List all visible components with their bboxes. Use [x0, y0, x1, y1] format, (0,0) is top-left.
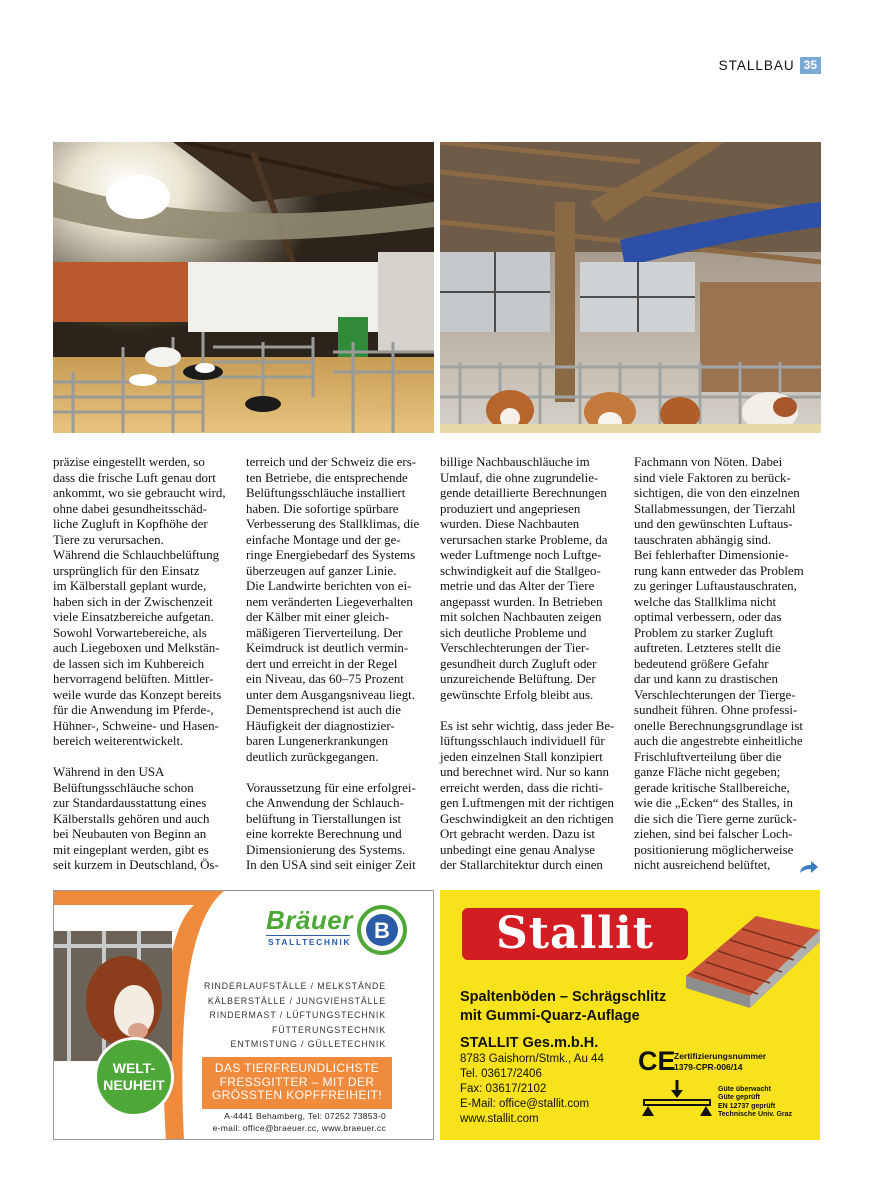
email[interactable]: E-Mail: office@stallit.com	[460, 1098, 590, 1110]
badge-line: WELT-	[112, 1060, 156, 1076]
service-item: FÜTTERUNGSTECHNIK	[271, 1024, 386, 1035]
fax: Fax: 03617/2102	[460, 1083, 547, 1095]
quality-line: EN 12737 geprüft	[718, 1102, 776, 1110]
article-column-2	[246, 455, 432, 874]
cert-number: 1379-CPR-006/14	[674, 1062, 743, 1072]
section-title: STALLBAU	[718, 58, 795, 73]
stallit-logo: Stallit	[462, 908, 688, 960]
phone: Tel. 03617/2406	[460, 1068, 542, 1080]
paragraph: Voraussetzung für eine erfolgrei- che Anwendung der Schlauch- belüftung in Tierstallungen ist eine korrekte Berechnung und Dimensionierung des Systems. In den USA sind seit einiger Zeit	[246, 780, 416, 872]
ad-braeuer[interactable]	[53, 890, 434, 1140]
paragraph: Fachmann von Nöten. Dabei sind viele Faktoren zu berück- sichtigen, die von den einzelnen Stallabmessungen, der Tierzahl und den gewünschten Luftaus- tauschraten abhängig sind. Bei fehlerhafter Dimensionie- rung kann entweder das Problem zu geringer Luftaustauschraten, welche das Stallklima nicht optimal verbessern, oder das Problem zu starker Zugluft auftreten. Letzteres stellt die bedeutend größere Gefahr dar und kann zu drastischen Verschlechterungen der Tierge- sundheit führen. Ohne professi- onelle Berechnungsgrundlage ist auch die angestrebte einheitliche Frischluftverteilung über die ganze Fläche nicht gegeben; gerade kritische Stallbereiche, wie die „Ecken“ des Stalles, in die sich die Tiere gerne zurück- ziehen, sind bei falscher Loch- positionierung möglicherweise nicht ausreichend belüftet,	[634, 455, 804, 872]
paragraph: billige Nachbauschläuche im Umlauf, die ohne zugrundelie- gende detaillierte Berechnungen produziert und angepriesen wurden. Diese Nachbauten verursachen starke Probleme, da weder Luftmenge noch Luftge- schwindigkeit auf die Stallgeo- metrie und das Alter der Tiere angepasst wurden. In Betrieben mit solchen Nachbauten zeigen sich deutliche Probleme und Verschlechterungen der Tier- gesundheit durch Zugluft oder unzureichende Belüftung. Der gewünschte Erfolg bleibt aus.	[440, 455, 608, 702]
page-header	[719, 57, 821, 74]
continue-arrow-icon	[799, 860, 819, 879]
quality-line: Technische Univ. Graz	[718, 1111, 793, 1119]
service-item: KÄLBERSTÄLLE / JUNGVIEHSTÄLLE	[207, 995, 386, 1006]
article-column-4	[634, 455, 820, 874]
service-item: RINDERMAST / LÜFTUNGSTECHNIK	[209, 1010, 386, 1020]
braeuer-subtitle: STALLTECHNIK	[268, 937, 352, 947]
service-item: RINDERLAUFSTÄLLE / MELKSTÄNDE	[203, 981, 386, 991]
stallit-company	[460, 1035, 598, 1051]
ce-mark-icon: CE	[638, 1046, 676, 1076]
article-column-3	[440, 455, 626, 874]
braeuer-badge-icon	[357, 905, 407, 960]
paragraph: terreich und der Schweiz die ers- ten Betriebe, die entsprechende Belüftungsschläuche installiert haben. Die sofortige spürbare Verbesserung des Stallklimas, die einfache Montage und der ge- ringe Energiebedarf des Systems überzeugen auf ganzer Linie. Die Landwirte berichten von ei- nem veränderten Liegeverhalten der Kälber mit einer gleich- mäßigeren Tierverteilung. Der Keimdruck ist deutlich vermin- dert und erreicht in der Regel ein Niveau, das 60–75 Prozent unter dem Ausgangsniveau liegt. Dementsprechend ist auch die Häufigkeit der diagnostizier- baren Lungenerkrankungen deutlich zurückgegangen.	[246, 455, 420, 764]
braeuer-contact	[213, 1111, 386, 1134]
paragraph: Während in den USA Belüftungsschläuche schon zur Standardausstattung eines Kälberstalls gehören und auch bei Neubauten von Beginn an mit eingeplant werden, gibt es seit kurzem in Deutschland, Ös-	[53, 765, 219, 872]
photo-calf-barn	[53, 142, 434, 433]
stallit-contact	[460, 1052, 604, 1127]
braeuer-logo: Bräuer	[266, 905, 353, 935]
certification	[674, 1051, 766, 1073]
braeuer-badge-letter: B	[374, 918, 390, 943]
badge-line: NEUHEIT	[103, 1077, 165, 1093]
website[interactable]: www.stallit.com	[460, 1113, 539, 1125]
cert-label: Zertifizierungsnummer	[674, 1051, 767, 1061]
company-name: STALLIT Ges.m.b.H.	[460, 1035, 599, 1051]
slatted-floor-icon	[686, 916, 820, 1008]
quality-line: Güte überwacht	[718, 1086, 771, 1093]
article-column-1	[53, 455, 239, 874]
stallit-headline	[460, 988, 666, 1026]
photo-cow-barn	[440, 142, 821, 433]
paragraph: präzise eingestellt werden, so dass die frische Luft genau dort ankommt, wo sie gebraucht wird, ohne dabei gesundheitsschäd- liche Zugluft in Kopfhöhe der Tiere zu verursachen. Während die Schlauchbelüftung ursprünglich für den Einsatz im Kälberstall geplant wurde, haben sich in der Zwischenzeit viele Einsatzbereiche aufgetan. Sowohl Vorwartebereiche, als auch Liegeboxen und Melkstän- de lassen sich im Kuhbereich hervorragend belüften. Mittler- weile wurde das Konzept bereits für die Anwendung im Pferde-, Hühner-, Schweine- und Hasen- bereich weiterentwickelt.	[53, 455, 226, 748]
quality-seals	[718, 1086, 792, 1120]
load-test-icon	[640, 1080, 714, 1120]
paragraph: Es ist sehr wichtig, dass jeder Be- lüftungsschlauch individuell für jeden einzelnen Stall konzipiert und berechnet wird. Nur so kann erreicht werden, dass die richti- gen Luftmengen mit der richtigen Geschwindigkeit an den richtigen Ort gebracht werden. Dazu ist unbedingt eine genau Analyse der Stallarchitektur durch einen	[440, 718, 615, 872]
page-number: 35	[800, 57, 821, 74]
claim-line: DAS TIERFREUNDLICHSTE	[214, 1061, 380, 1075]
headline-line: mit Gummi-Quarz-Auflage	[460, 1008, 640, 1024]
address: 8783 Gaishorn/Stmk., Au 44	[460, 1053, 604, 1065]
braeuer-services	[204, 979, 386, 1052]
world-novelty-badge	[94, 1037, 174, 1117]
logo-divider	[266, 935, 350, 936]
braeuer-claim	[202, 1057, 392, 1109]
claim-line: GRÖSSTEN KOPFFREIHEIT!	[211, 1088, 383, 1102]
contact-email-web[interactable]: e-mail: office@braeuer.cc, www.braeuer.cc	[212, 1122, 386, 1133]
claim-line: FRESSGITTER – MIT DER	[219, 1074, 375, 1089]
headline-line: Spaltenböden – Schrägschlitz	[460, 989, 667, 1005]
contact-address: A-4441 Behamberg, Tel: 07252 73853-0	[224, 1111, 386, 1121]
ad-stallit[interactable]	[440, 890, 820, 1140]
quality-line: Güte geprüft	[718, 1094, 760, 1102]
service-item: ENTMISTUNG / GÜLLETECHNIK	[230, 1039, 386, 1049]
